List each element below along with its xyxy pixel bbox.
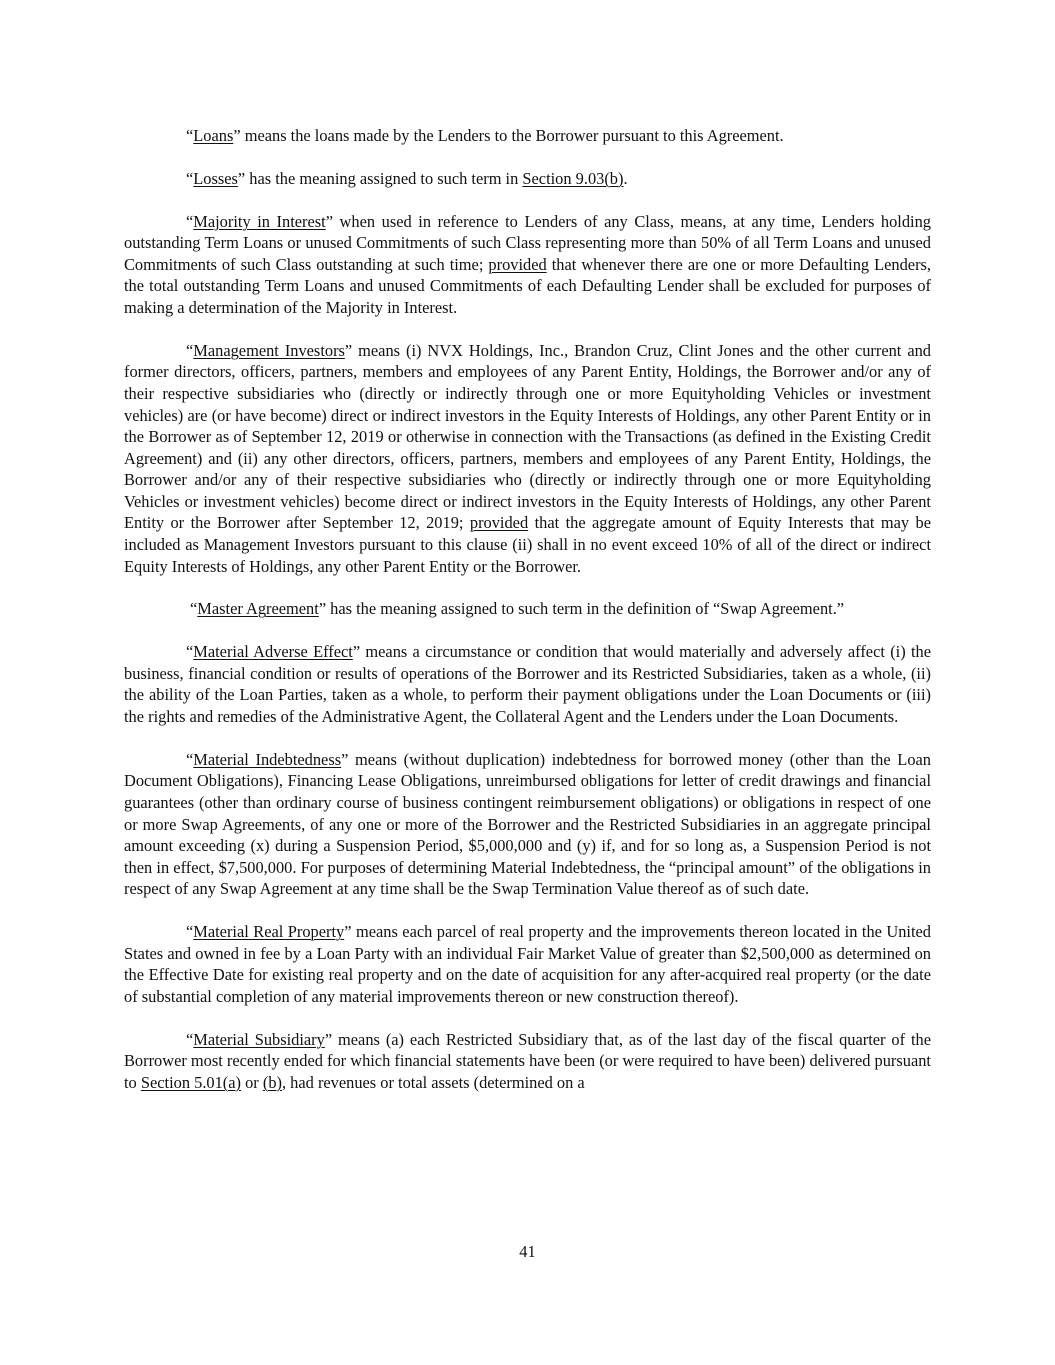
text-run: or [241, 1072, 263, 1092]
definition-majority-in-interest [124, 211, 931, 319]
text-run: “ [186, 749, 194, 769]
text-run: “ [186, 126, 194, 145]
section-reference: (b) [262, 1072, 282, 1092]
text-run: ” means (a) each Restricted Subsidiary that, as of the last day of the fiscal quarter of the Borrower most recently ended for which financial statements have been (or were required to have been) delivered pursuant to [124, 1029, 932, 1092]
defined-term-material-adverse-effect: Material Adverse Effect [193, 642, 353, 662]
text-run: “ [186, 168, 194, 188]
definition-material-indebtedness [124, 749, 931, 900]
defined-term-majority-in-interest: Majority in Interest [193, 211, 326, 231]
page-number: 41 [519, 1242, 536, 1261]
section-reference: Section 9.03(b) [522, 168, 624, 188]
defined-term-material-subsidiary: Material Subsidiary [193, 1029, 325, 1049]
text-run: ” means (without duplication) indebtedness for borrowed money (other than the Loan Document Obligations), Financing Lease Obligations, unreimbursed obligations for letter of credit drawings and financial guarantees (other than ordinary course of business contingent reimbursement obligations) or obligations in respect of one or more Swap Agreements, of any one or more of the Borrower and the Restricted Subsidiaries in an aggregate principal amount exceeding (x) during a Suspension Period, $5,000,000 and (y) if, and for so long as, a Suspension Period is not then in effect, $7,500,000. For purposes of determining Material Indebtedness, the “principal amount” of the obligations in respect of any Swap Agreement at any time shall be the Swap Termination Value thereof as of such date. [124, 749, 931, 899]
text-run: that whenever there are one or more Defaulting Lenders, the total outstanding Term Loans and unused Commitments of each Defaulting Lender shall be excluded for purposes of making a determination of the Majority in Interest. [124, 254, 932, 317]
defined-term-losses: Losses [193, 168, 238, 188]
section-reference: Section 5.01(a) [140, 1072, 241, 1092]
definition-material-subsidiary [124, 1029, 931, 1094]
text-run: that the aggregate amount of Equity Interests that may be included as Management Investors pursuant to this clause (ii) shall in no event exceed 10% of all of the direct or indirect Equity Interests of Holdings, any other Parent Entity or the Borrower. [124, 513, 931, 576]
proviso-term: provided [488, 254, 547, 274]
definition-losses [124, 168, 931, 190]
text-run: , had revenues or total assets (determined on a [281, 1072, 585, 1092]
definition-loans [124, 125, 931, 147]
text-run: ” means the loans made by the Lenders to the Borrower pursuant to this Agreement. [233, 126, 784, 145]
text-run: ” has the meaning assigned to such term in the definition of “Swap Agreement.” [318, 599, 845, 619]
proviso-term: provided [469, 513, 529, 533]
text-run: “ [186, 922, 194, 942]
text-run: . [623, 168, 628, 188]
text-run: ” means (i) NVX Holdings, Inc., Brandon Cruz, Clint Jones and the other current and former directors, officers, partners, members and employees of any Parent Entity, Holdings, the Borrower and/or any of their respective subsidiaries who (directly or indirectly through one or more Equityholding Vehicles or investment vehicles) are (or have become) direct or indirect investors in the Equity Interests of Holdings, any other Parent Entity or in the Borrower as of September 12, 2019 or otherwise in connection with the Transactions (as defined in the Existing Credit Agreement) and (ii) any other directors, officers, partners, members and employees of any Parent Entity, Holdings, the Borrower and/or any of their respective subsidiaries who (directly or indirectly through one or more Equityholding Vehicles or investment vehicles) become direct or indirect investors in the Equity Interests of Holdings, any other Parent Entity or the Borrower after September 12, 2019; [124, 340, 931, 533]
definition-management-investors [124, 340, 931, 578]
defined-term-material-indebtedness: Material Indebtedness [193, 749, 342, 769]
text-run: “ [186, 211, 194, 231]
defined-term-loans: Loans [193, 126, 234, 145]
definition-material-real-property [124, 921, 931, 1007]
text-run: “ [186, 1029, 194, 1049]
definition-master-agreement [124, 598, 931, 620]
text-run: ” has the meaning assigned to such term in [237, 168, 523, 188]
text-run: ” when used in reference to Lenders of any Class, means, at any time, Lenders holding outstanding Term Loans or unused Commitments of such Class representing more than 50% of all Term Loans and unused Commitments of such Class outstanding at such time; [124, 211, 931, 274]
defined-term-master-agreement: Master Agreement [197, 599, 319, 619]
text-run: ” means each parcel of real property and the improvements thereon located in the United States and owned in fee by a Loan Party with an individual Fair Market Value of greater than $2,500,000 as determined on the Effective Date for existing real property and on the date of acquisition for any after-acquired real property (or the date of substantial completion of any material improvements thereon or new construction thereof). [124, 922, 931, 1006]
definitions-section [124, 125, 931, 1093]
definition-material-adverse-effect [124, 641, 931, 727]
text-run: “ [186, 340, 194, 360]
defined-term-management-investors: Management Investors [193, 340, 345, 360]
text-run: “ [186, 642, 194, 662]
defined-term-material-real-property: Material Real Property [193, 922, 345, 942]
text-run: ” means a circumstance or condition that would materially and adversely affect (i) the business, financial condition or results of operations of the Borrower and its Restricted Subsidiaries, taken as a whole, (ii) the ability of the Loan Parties, taken as a whole, to perform their payment obligations under the Loan Documents or (iii) the rights and remedies of the Administrative Agent, the Collateral Agent and the Lenders under the Loan Documents. [124, 642, 931, 726]
text-run: “ [190, 599, 198, 619]
